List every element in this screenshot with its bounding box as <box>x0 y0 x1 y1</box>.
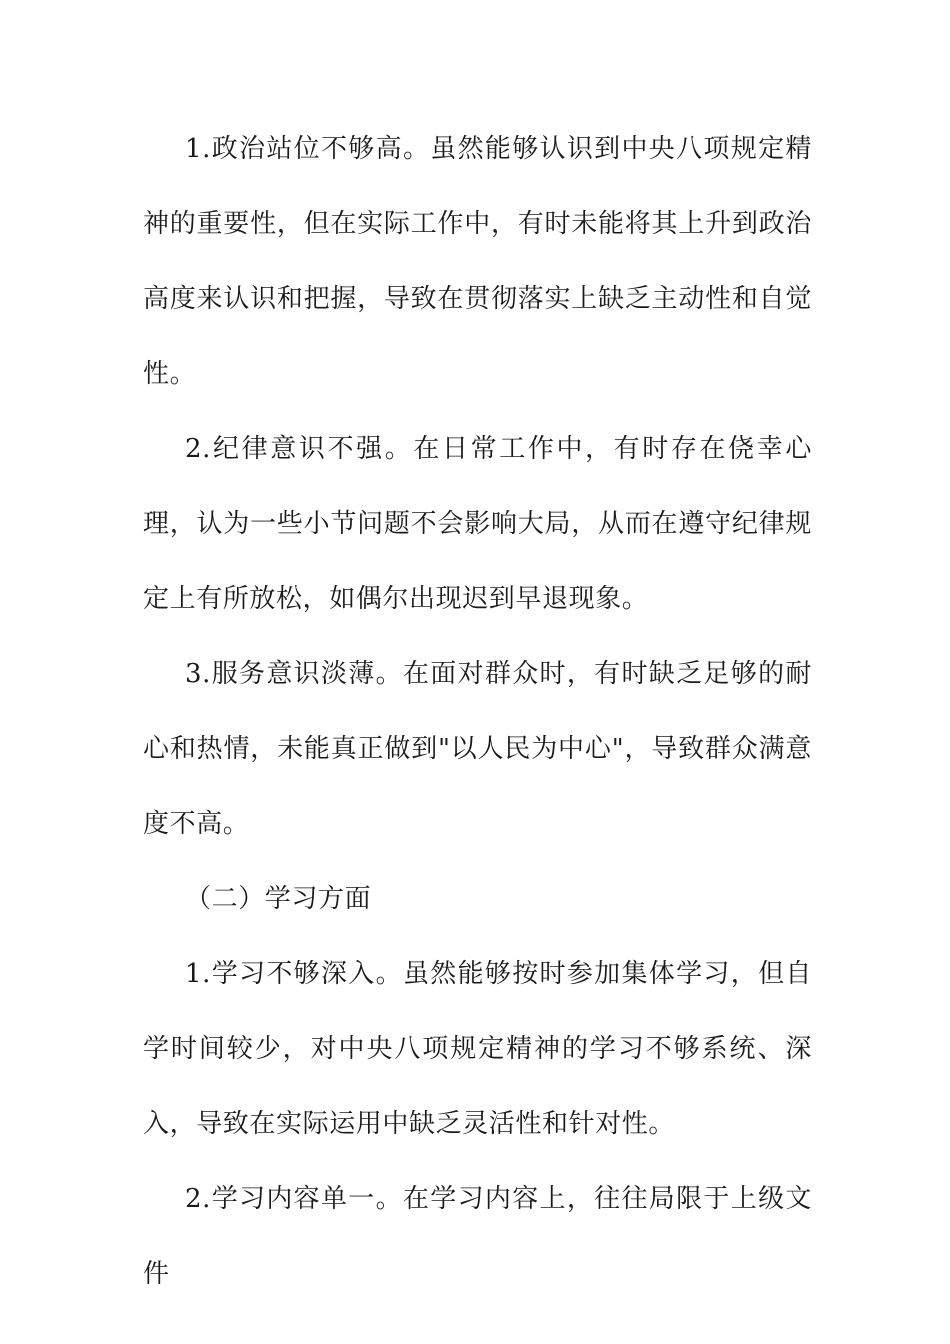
paragraph-service-awareness: 3.服务意识淡薄。在面对群众时，有时缺乏足够的耐心和热情，未能真正做到"以人民为中心"，导致群众满意度不高。 <box>143 659 812 839</box>
section-heading-study: （二）学习方面 <box>185 884 372 914</box>
paragraph-study-depth: 1.学习不够深入。虽然能够按时参加集体学习，但自学时间较少，对中央八项规定精神的学习不够系统、深入，导致在实际运用中缺乏灵活性和针对性。 <box>143 959 812 1139</box>
paragraph-political-stance: 1.政治站位不够高。虽然能够认识到中央八项规定精神的重要性，但在实际工作中，有时未能将其上升到政治高度来认识和把握，导致在贯彻落实上缺乏主动性和自觉性。 <box>143 134 812 389</box>
paragraph-discipline-awareness: 2.纪律意识不强。在日常工作中，有时存在侥幸心理，认为一些小节问题不会影响大局，从而在遵守纪律规定上有所放松，如偶尔出现迟到早退现象。 <box>143 434 812 614</box>
paragraph-study-content: 2.学习内容单一。在学习内容上，往往局限于上级文件 <box>143 1184 812 1289</box>
